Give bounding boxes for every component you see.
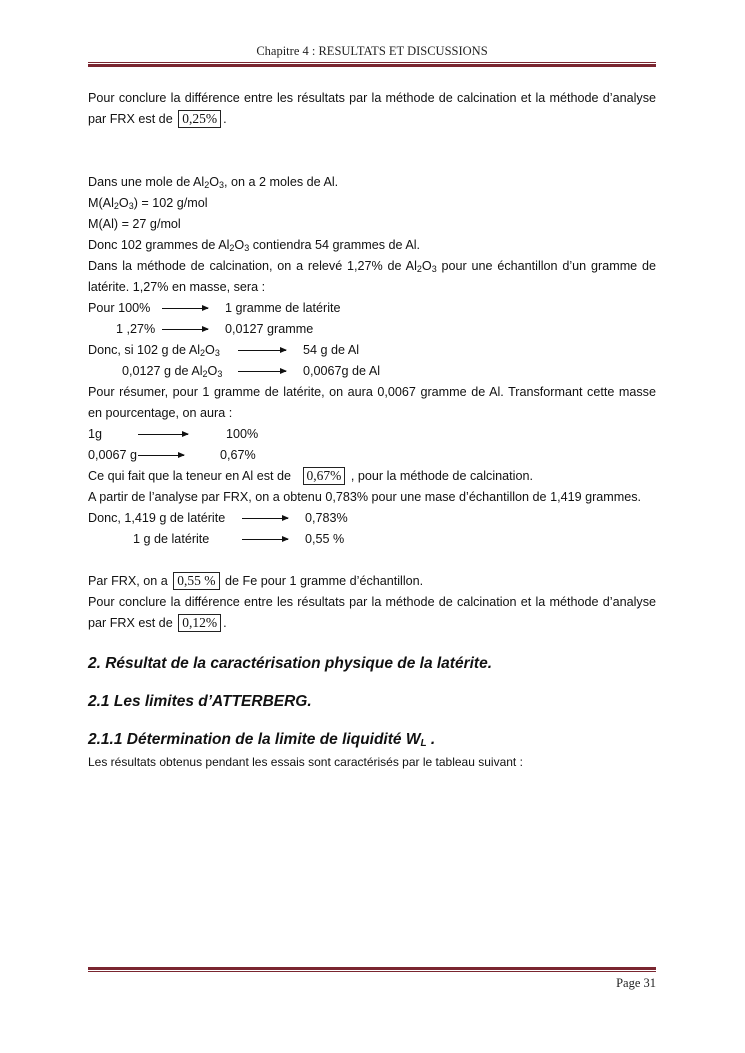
ratio-left: [122, 361, 222, 382]
period: .: [223, 616, 227, 630]
paragraph-conclusion-1: [88, 88, 656, 130]
arrow-right-icon: [242, 518, 288, 519]
ratio-left: [88, 340, 220, 361]
ratio-left: 1 ,27%: [116, 322, 156, 336]
text: de Fe pour 1 gramme d’échantillon.: [225, 574, 424, 588]
text: Donc 102 grammes de Al: [88, 238, 230, 252]
paragraph-text: Pour conclure la différence entre les résultats par la méthode de calcination et la méthode d’analyse par FRX est de: [88, 91, 656, 126]
spacer: [88, 130, 656, 172]
ratio-left: 1g: [88, 427, 103, 441]
ratio-row-6: [88, 445, 656, 466]
ratio-row-7: [88, 508, 656, 529]
paragraph-calcination: [88, 256, 656, 298]
ratio-right: 0,67%: [220, 448, 256, 462]
section-heading-2: 2. Résultat de la caractérisation physique de la latérite.: [88, 655, 493, 672]
page-number: Page 31: [616, 976, 656, 990]
text: O: [234, 238, 245, 252]
ratio-right: 0,783%: [305, 511, 348, 525]
ratio-right: 0,0127 gramme: [225, 322, 314, 336]
subscript: 3: [244, 243, 250, 253]
ratio-right: 100%: [226, 427, 259, 441]
period: .: [223, 112, 227, 126]
paragraph-frx: A partir de l’analyse par FRX, on a obtenu 0,783% pour une mase d’échantillon de 1,419 grammes.: [88, 490, 642, 504]
text: , on a 2 moles de Al.: [224, 175, 339, 189]
page-body: [88, 88, 656, 773]
text: Dans la méthode de calcination, on a relevé 1,27% de Al: [88, 259, 417, 273]
paragraph-conclusion-2: [88, 592, 656, 634]
subscript: 2: [202, 369, 208, 379]
ratio-right: 0,0067g de Al: [303, 364, 381, 378]
text: .: [426, 731, 436, 748]
arrow-right-icon: [162, 308, 208, 309]
text: O: [205, 343, 215, 357]
text: 0,0127 g de Al: [122, 364, 203, 378]
arrow-right-icon: [138, 455, 184, 456]
ratio-right: 54 g de Al: [303, 343, 360, 357]
result-box-067: 0,67%: [303, 467, 346, 485]
spacer: [88, 550, 656, 571]
result-box-025: 0,25%: [178, 110, 221, 128]
ratio-row-5: [88, 424, 656, 445]
text: O: [207, 364, 218, 378]
ratio-right: 0,55 %: [305, 532, 345, 546]
mole-line-1: [88, 172, 656, 193]
header-rule-thin: [88, 62, 656, 63]
subscript: 3: [217, 369, 223, 379]
footer-rule-thick: [88, 967, 656, 970]
arrow-right-icon: [238, 371, 286, 372]
subscript: 2: [229, 243, 235, 253]
result-box-055: 0,55 %: [173, 572, 219, 590]
text: 2.1.1 Détermination de la limite de liquidité W: [88, 731, 421, 748]
subscript: 3: [219, 180, 225, 190]
text: pour une échantillon d’un gramme de latérite. 1,27% en masse, sera :: [88, 259, 657, 294]
text: Ce qui fait que la teneur en Al est de: [88, 469, 292, 483]
text: ) = 102 g/mol: [133, 196, 208, 210]
result-box-012: 0,12%: [178, 614, 221, 632]
text: Donc, si 102 g de Al: [88, 343, 201, 357]
paragraph-fe: [88, 571, 656, 592]
text: , pour la méthode de calcination.: [350, 469, 533, 483]
section-heading-2-1-1: [88, 728, 656, 752]
arrow-right-icon: [242, 539, 288, 540]
subscript: 2: [416, 264, 422, 274]
text: O: [421, 259, 432, 273]
text: Dans une mole de Al: [88, 175, 205, 189]
ratio-left: Donc, 1,419 g de latérite: [88, 511, 226, 525]
ratio-left: Pour 100%: [88, 301, 151, 315]
subscript: 3: [128, 201, 134, 211]
subscript: 3: [431, 264, 437, 274]
ratio-right: 1 gramme de latérite: [225, 301, 341, 315]
subscript: 2: [200, 348, 206, 358]
subscript: L: [420, 738, 427, 749]
footer-rule-thin: [88, 971, 656, 972]
ratio-row-4: [88, 361, 656, 382]
ratio-left: 1 g de latérite: [133, 532, 210, 546]
arrow-right-icon: [162, 329, 208, 330]
arrow-right-icon: [238, 350, 286, 351]
subscript: 2: [204, 180, 210, 190]
header-rule-thick: [88, 64, 656, 67]
paragraph-text: Pour conclure la différence entre les résultats par la méthode de calcination et la méthode d’analyse par FRX est de: [88, 595, 656, 630]
mole-line-2: [88, 193, 656, 214]
paragraph-teneur-al: [88, 466, 656, 487]
section-heading-2-1: 2.1 Les limites d’ATTERBERG.: [88, 693, 312, 710]
ratio-row-8: [88, 529, 656, 550]
mole-line-4: [88, 235, 656, 256]
subscript: 2: [113, 201, 119, 211]
ratio-row-3: [88, 340, 656, 361]
text: M(Al: [88, 196, 114, 210]
paragraph-summary: Pour résumer, pour 1 gramme de latérite, on aura 0,0067 gramme de Al. Transformant cette masse en pourcentage, on aura :: [88, 385, 656, 420]
text: contiendra 54 grammes de Al.: [249, 238, 421, 252]
arrow-right-icon: [138, 434, 188, 435]
text: Par FRX, on a: [88, 574, 168, 588]
ratio-row-2: [88, 319, 656, 340]
ratio-left: 0,0067 g: [88, 448, 138, 462]
ratio-row-1: [88, 298, 656, 319]
page-header: Chapitre 4 : RESULTATS ET DISCUSSIONS: [256, 44, 488, 58]
paragraph-table-intro: Les résultats obtenus pendant les essais sont caractérisés par le tableau suivant :: [88, 755, 523, 769]
mole-line-3: M(Al) = 27 g/mol: [88, 217, 181, 231]
subscript: 3: [214, 348, 220, 358]
text: O: [209, 175, 220, 189]
text: O: [118, 196, 129, 210]
